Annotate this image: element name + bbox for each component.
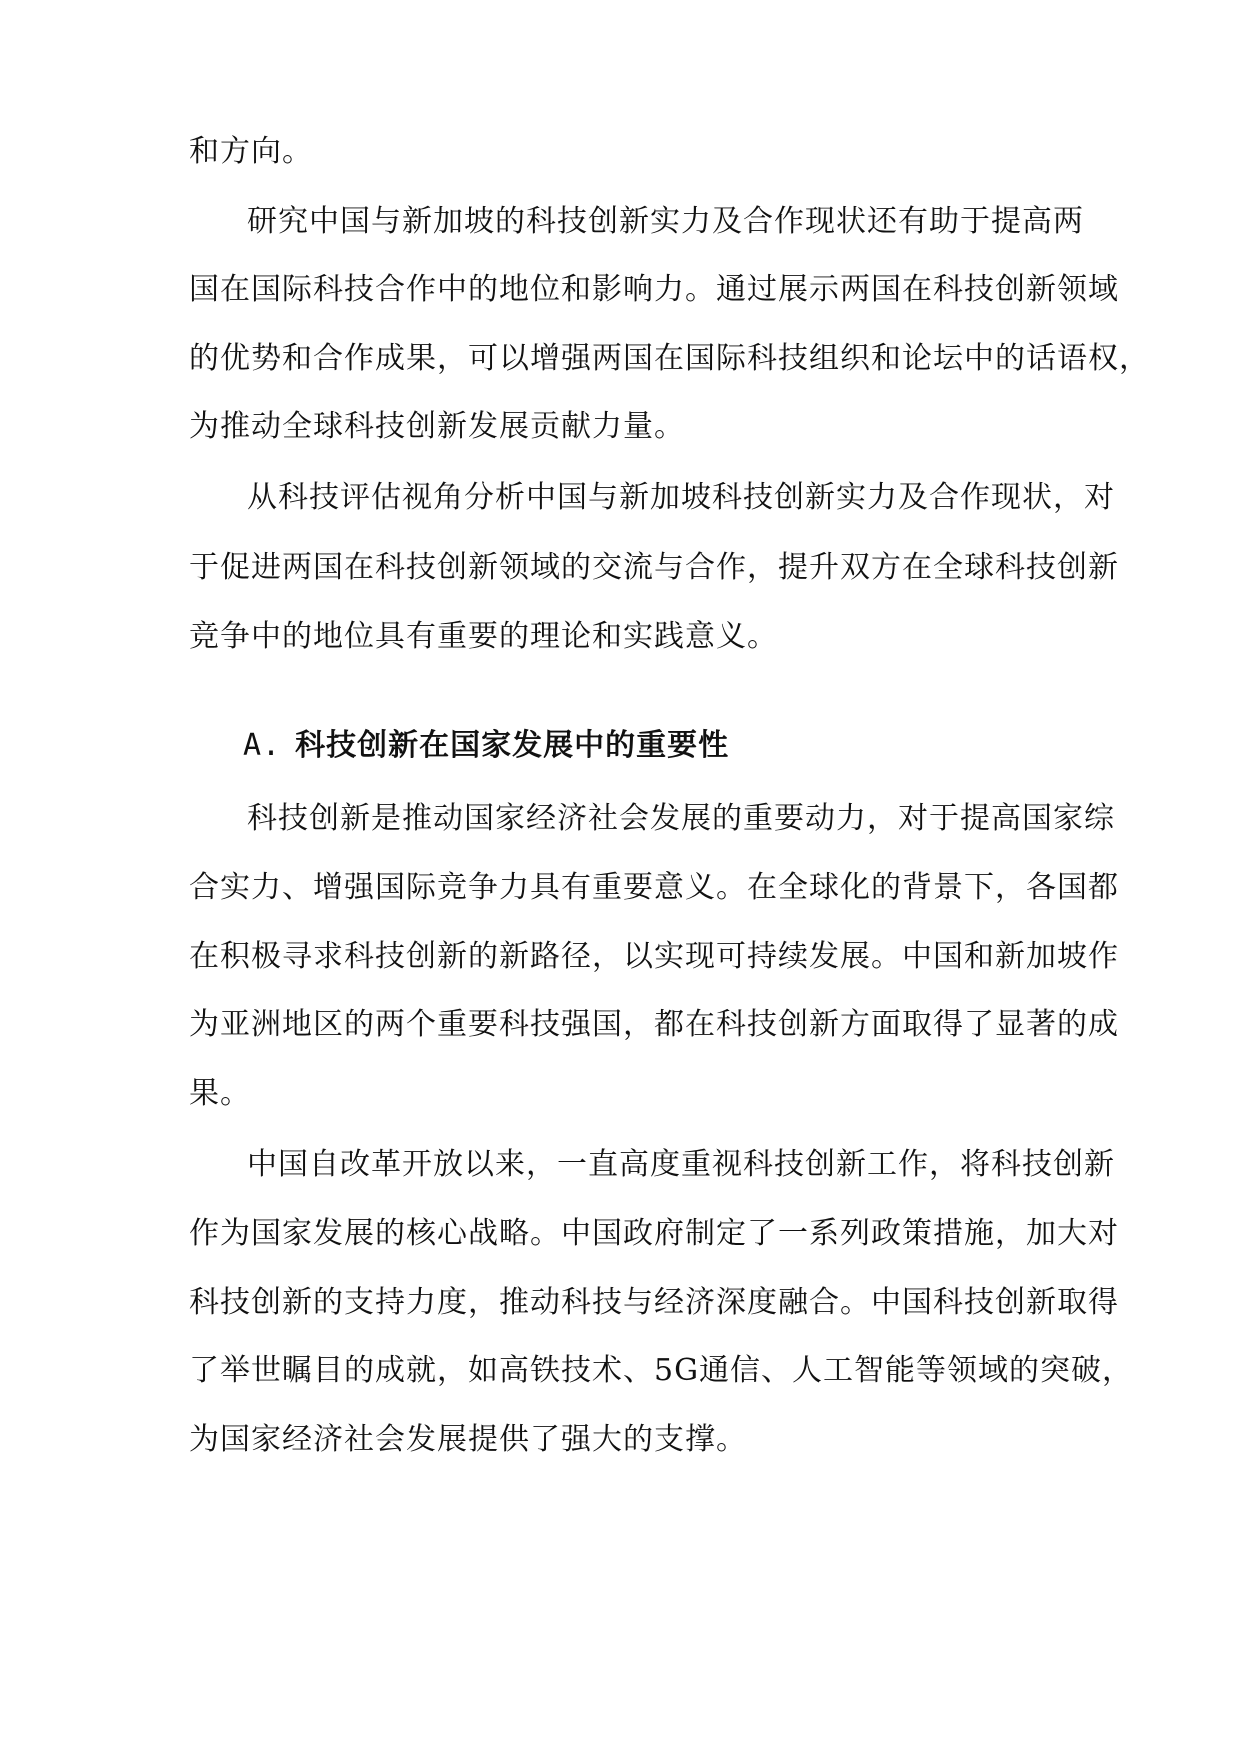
paragraph-line: 中国自改革开放以来，一直高度重视科技创新工作，将科技创新 (247, 1147, 1115, 1182)
paragraph-line: 从科技评估视角分析中国与新加坡科技创新实力及合作现状，对 (247, 480, 1115, 515)
paragraph-line: 的优势和合作成果，可以增强两国在国际科技组织和论坛中的话语权， (189, 341, 1150, 376)
paragraph-line: 研究中国与新加坡的科技创新实力及合作现状还有助于提高两 (247, 204, 1084, 239)
section-marker: A. (243, 728, 282, 763)
paragraph-line: 果。 (189, 1076, 251, 1111)
paragraph-line: 为国家经济社会发展提供了强大的支撑。 (189, 1422, 747, 1457)
paragraph-line: 为亚洲地区的两个重要科技强国，都在科技创新方面取得了显著的成 (189, 1007, 1119, 1042)
section-heading (243, 724, 729, 768)
section-title: 科技创新在国家发展中的重要性 (295, 728, 730, 763)
paragraph-line: 科技创新是推动国家经济社会发展的重要动力，对于提高国家综 (247, 801, 1115, 836)
paragraph-line: 在积极寻求科技创新的新路径，以实现可持续发展。中国和新加坡作 (189, 939, 1119, 974)
paragraph-line: 为推动全球科技创新发展贡献力量。 (189, 409, 685, 444)
paragraph-line: 国在国际科技合作中的地位和影响力。通过展示两国在科技创新领域 (189, 272, 1119, 307)
paragraph-line: 于促进两国在科技创新领域的交流与合作，提升双方在全球科技创新 (189, 550, 1119, 585)
paragraph-line: 合实力、增强国际竞争力具有重要意义。在全球化的背景下，各国都 (189, 870, 1119, 905)
paragraph-line: 了举世瞩目的成就，如高铁技术、5G通信、人工智能等领域的突破， (189, 1353, 1134, 1388)
paragraph-line: 科技创新的支持力度，推动科技与经济深度融合。中国科技创新取得 (189, 1285, 1119, 1320)
paragraph-line: 和方向。 (189, 134, 313, 169)
paragraph-line: 竞争中的地位具有重要的理论和实践意义。 (189, 619, 778, 654)
paragraph-line: 作为国家发展的核心战略。中国政府制定了一系列政策措施，加大对 (189, 1216, 1119, 1251)
